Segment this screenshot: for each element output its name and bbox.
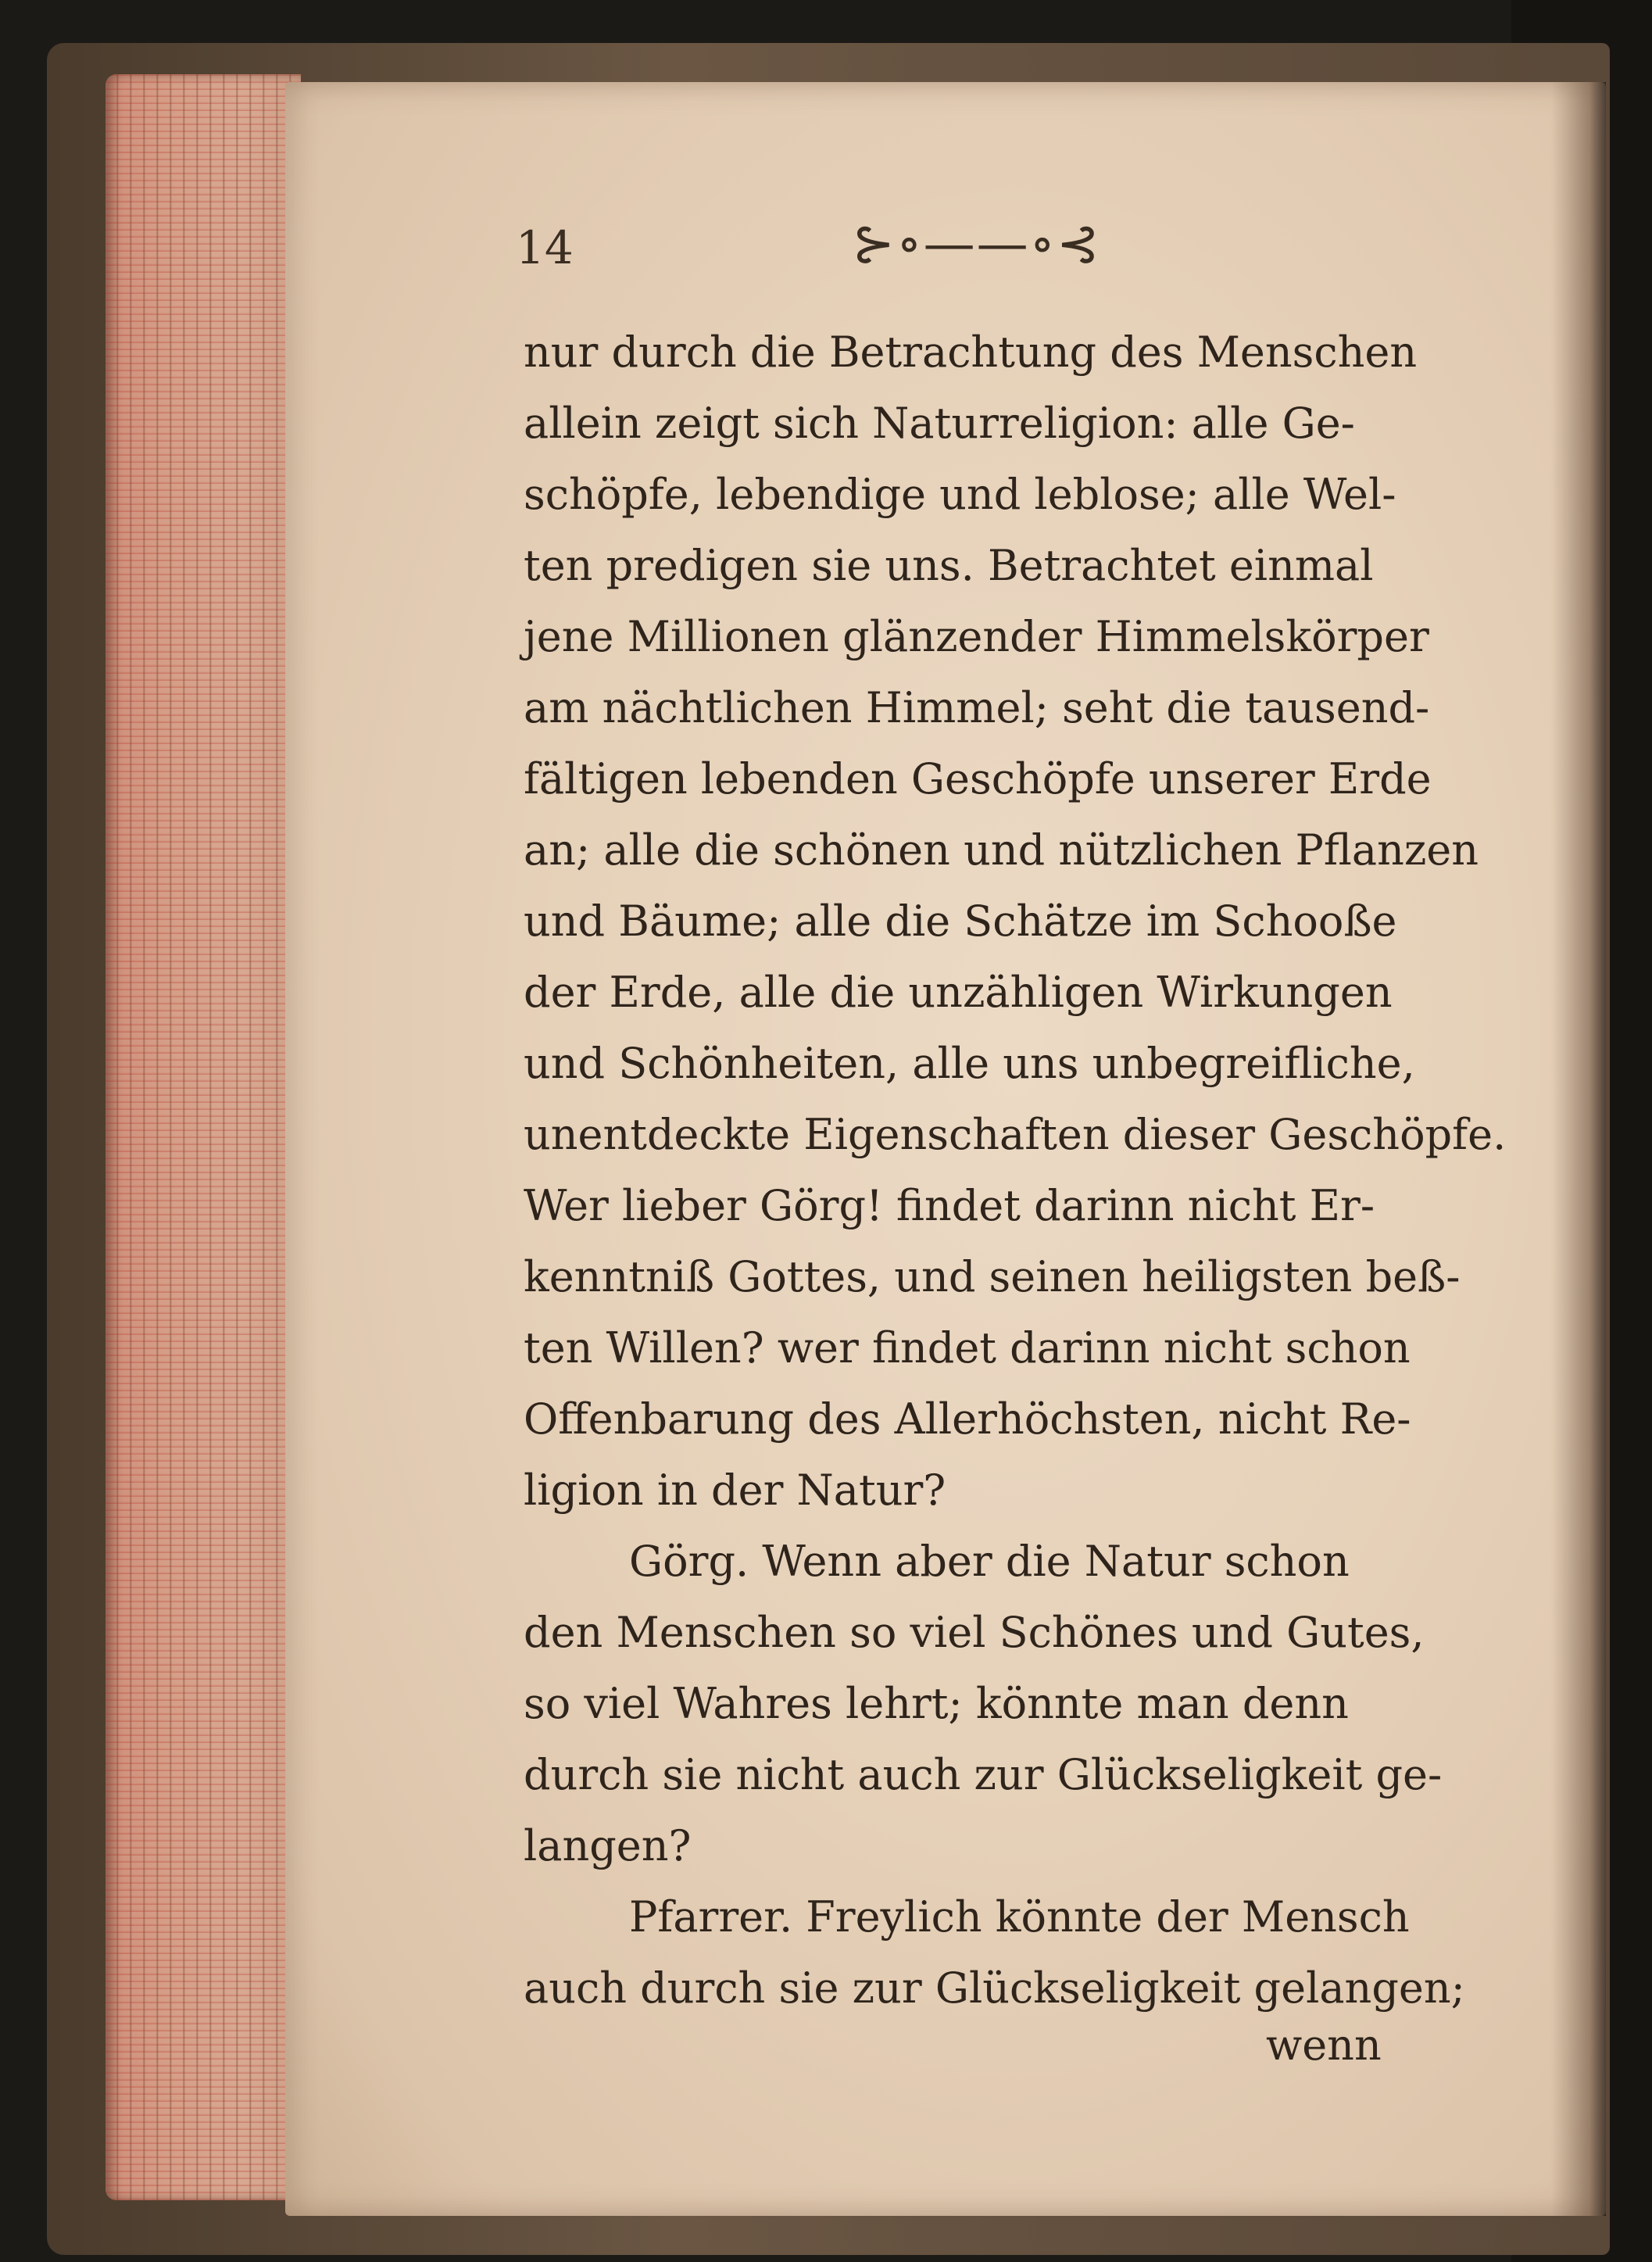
page-gutter-shadow bbox=[1551, 82, 1606, 2216]
text-line: am nächtlichen Himmel; seht die tausend- bbox=[524, 683, 1430, 732]
text-line: so viel Wahres lehrt; könnte man denn bbox=[524, 1679, 1349, 1728]
text-line: nur durch die Betrachtung des Menschen bbox=[524, 327, 1418, 377]
text-line: durch sie nicht auch zur Glückseligkeit ge- bbox=[524, 1750, 1443, 1799]
text-line: fältigen lebenden Geschöpfe unserer Erde bbox=[524, 754, 1432, 804]
text-line: den Menschen so viel Schönes und Gutes, bbox=[524, 1608, 1425, 1657]
text-line: ten Willen? wer findet darinn nicht schon bbox=[524, 1323, 1411, 1373]
text-line: ligion in der Natur? bbox=[524, 1466, 946, 1515]
page-edges bbox=[105, 74, 301, 2200]
text-line: und Schönheiten, alle uns unbegreifliche, bbox=[524, 1039, 1415, 1088]
text-line: schöpfe, lebendige und leblose; alle Wel- bbox=[524, 470, 1396, 519]
text-line: der Erde, alle die unzähligen Wirkungen bbox=[524, 968, 1393, 1017]
text-line: langen? bbox=[524, 1821, 692, 1870]
book-page bbox=[285, 82, 1606, 2216]
text-line: jene Millionen glänzender Himmelskörper bbox=[524, 612, 1429, 661]
catchword: wenn bbox=[1266, 2020, 1382, 2070]
text-line: kenntniß Gottes, und seinen heiligsten beß- bbox=[524, 1252, 1461, 1301]
text-line: allein zeigt sich Naturreligion: alle Ge- bbox=[524, 399, 1355, 448]
header-ornament: ⊱∘——∘⊰ bbox=[852, 213, 1102, 274]
text-line: ten predigen sie uns. Betrachtet einmal bbox=[524, 541, 1374, 590]
text-line: Pfarrer. Freylich könnte der Mensch bbox=[629, 1892, 1410, 1942]
text-line: Offenbarung des Allerhöchsten, nicht Re- bbox=[524, 1394, 1411, 1444]
text-line: Görg. Wenn aber die Natur schon bbox=[629, 1537, 1350, 1586]
page-number: 14 bbox=[516, 221, 574, 274]
text-line: Wer lieber Görg! findet darinn nicht Er- bbox=[524, 1181, 1375, 1230]
text-line: auch durch sie zur Glückseligkeit gelangen; bbox=[524, 1963, 1465, 2013]
body-text bbox=[524, 317, 1507, 2024]
text-line: an; alle die schönen und nützlichen Pflanzen bbox=[524, 825, 1479, 875]
text-line: und Bäume; alle die Schätze im Schooße bbox=[524, 897, 1397, 946]
text-line: unentdeckte Eigenschaften dieser Geschöpfe. bbox=[524, 1110, 1507, 1159]
